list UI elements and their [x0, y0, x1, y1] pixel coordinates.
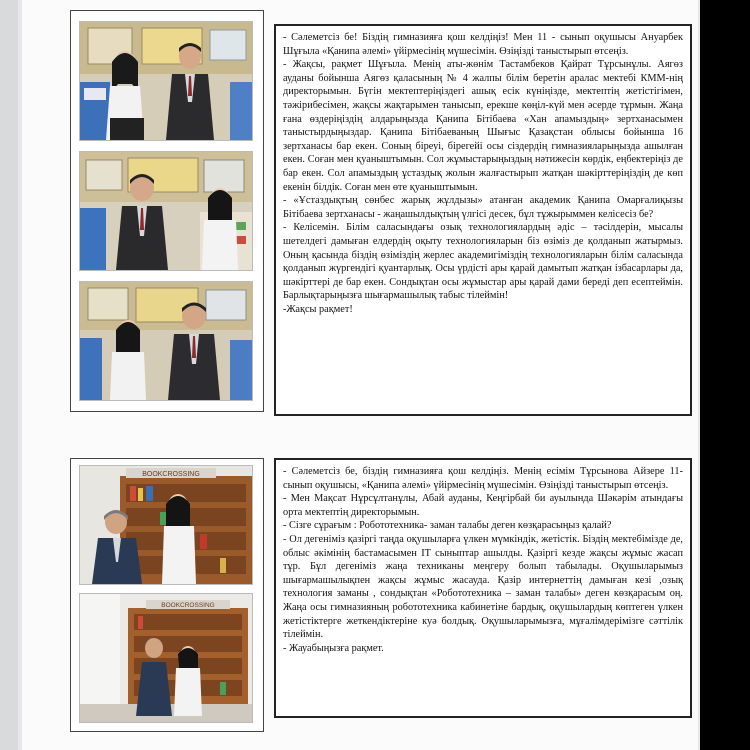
interview-text-box-1 [274, 24, 692, 416]
bookcase-sign-2: BOOKCROSSING [161, 602, 215, 609]
photo-bookcrossing-1 [79, 465, 253, 585]
photo-column-interview-1 [70, 10, 264, 412]
page-right-edge [700, 0, 750, 750]
bookcase-sign: BOOKCROSSING [142, 471, 200, 478]
interview-1-paragraph: -Жақсы рақмет! [283, 303, 353, 315]
page-left-edge [0, 0, 18, 750]
photo-bookcrossing-2 [79, 593, 253, 723]
photo-director-and-student-3 [79, 281, 253, 401]
photo-director-and-student-2 [79, 151, 253, 271]
interview-2-paragraph: - Жауабыңызға рақмет. [283, 642, 384, 654]
photo-column-interview-2 [70, 458, 264, 732]
interview-2-paragraph: - Ол дегеніміз қазіргі таңда оқушыларға үлкен мүмкіндік, жетістік. Біздің мектебімізде де, облыс әкімінің бастамасымен IT сыныптар ашылды. Қазіргі кезде жақсы жұмыс жасап тұр. Бұл дегеніміз жаңа техниканы меңгеру болып табылады. Оқушыларымыз шығармашылықпен жақсы жұмыс жасауда. Қазір интернеттің дамыған кезі ,озық технология заманы , сондықтан «Робототехника – заман талабы» деген көзқарасым оң. Жаңа осы гимназияның робототехника кабинетіне бардық, оқушылардың көптеген үлкен жетістіктерге жеткендіктеріне куә болдық. Оқушыларымызға, мұғалімдерімізге сәттілік тілеймін. [283, 533, 683, 641]
interview-1-paragraph: - «Ұстаздықтың сөнбес жарық жұлдызы» атанған академик Қанипа Омарғалиқызы Бітібаева зертханасы - жаңашылдықтың үлгісі десек, бұл тұжырыммен келісесіз бе? [283, 195, 683, 220]
interview-2-paragraph: - Сәлеметсіз бе, біздің гимназияға қош келдіңіз. Менің есімім Тұрсынова Айзере 11-сынып оқушысы, «Қанипа әлемі» үйірмесінің мүшесімін. Өзіңізді таныстырып өтсеңіз. [283, 466, 683, 491]
interview-1-paragraph: - Сәлеметсіз бе! Біздің гимназияға қош келдіңіз! Мен 11 - сынып оқушысы Ануарбек Шұғыла «Қанипа әлемі» үйірмесінің мүшесімін. Өзіңізді таныстырып өтсеңіз. [283, 32, 683, 57]
interview-1-paragraph: - Келісемін. Білім саласындағы озық технологиялардың әдіс – тәсілдерін, мысалы шетелдегі дамыған елдердің оқыту технологияларын біз өзіміз де қолданып жатырмыз. Оның қасында біздің өзіміздің жерлес академигіміздің технологияларын білім саласында қолданып жүргендігі қуантарлық. Осы үрдісті ары қарай дамытып жатқан ізбасарлары да, шәкірттері де бар екен. Сондықтан осы жұмыстар ары қарай дами береді деп есептеймін. Барлықтарыңызға шығармашылық табыс тілеймін! [283, 222, 683, 302]
interview-1-paragraph: - Жақсы, рақмет Шұғыла. Менің аты-жөнім Тастамбеков Қайрат Тұрсынұлы. Аягөз ауданы бойынша Аягөз қаласының № 4 жалпы білім беретін аралас мектебі КММ-нің директорымын. Бүгін мектептеріңіздегі ашық есік күніңізде, мектептің жетістігімен, тәжірибесімен, жақсы жақтарымен танысып, ерекше көңіл-күй мен әсерде тұрмын. Жаңа ғана өздеріңіздің алдарыңызда Қанипа Бітібаева «Хан апамыздың» зертханасымен таныстырдыңыздар. Қанипа Бітібаеваның Шығыс Қазақстан облысы бойынша 16 зертханасы бар екен. Соның біреуі, бірегейі осы сіздердің гимназияларыңызда ашылған екен. Соған мен қуаныштымын. Сол жұмыстарыңыздың нәтижесін көрдік, еңбектеріңіз де бар екен. Сол апамыздың ұстаздық жолын жалғастырып жатқан шәкірттеріңіздің де көп екенін білдік. Соған мен өте қуаныштымын. [283, 59, 683, 193]
interview-text-box-2 [274, 458, 692, 718]
interview-2-paragraph: - Сізге сұрағым : Робототехника- заман талабы деген көзқарасыңыз қалай? [283, 520, 612, 532]
interview-2-paragraph: - Мен Мақсат Нұрсұлтанұлы, Абай ауданы, Кеңгірбай би ауылында Шәкәрім атындағы орта мектептің директорымын. [283, 493, 683, 518]
document-page [22, 0, 698, 750]
photo-director-and-student-1 [79, 21, 253, 141]
